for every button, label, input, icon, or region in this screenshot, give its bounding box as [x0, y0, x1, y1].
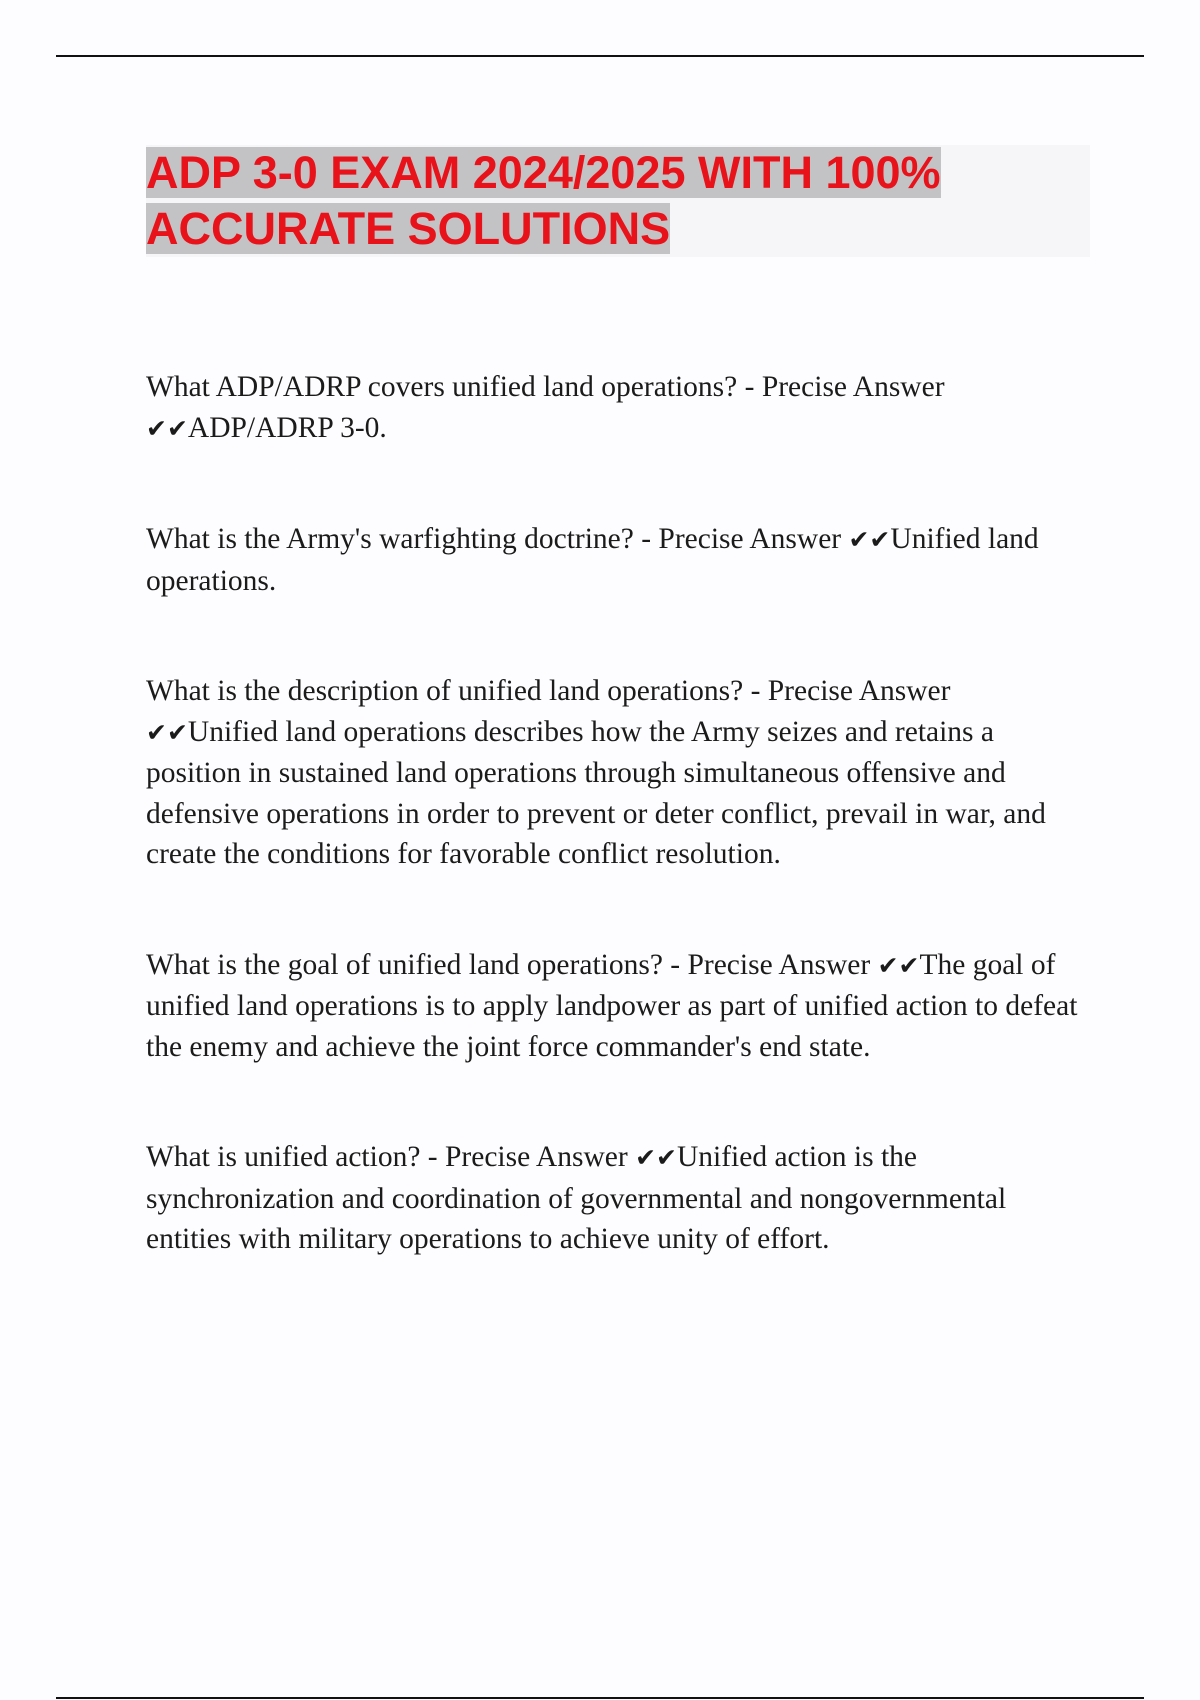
qa-list	[146, 367, 1096, 1260]
bottom-rule	[56, 1697, 1144, 1699]
double-check-icon: ✔✔	[635, 1143, 677, 1172]
question-text: What is the Army's warfighting doctrine? - Precise Answer	[146, 523, 842, 555]
answer-text: The goal of unified land operations is to apply landpower as part of unified action to defeat the enemy and achieve the joint force commander's end state.	[146, 948, 1078, 1063]
title-block	[146, 145, 1090, 257]
qa-item-2	[146, 519, 1096, 601]
double-check-icon: ✔✔	[146, 413, 188, 443]
answer-text: Unified land operations.	[146, 523, 1039, 597]
qa-item-3	[146, 671, 1096, 875]
document-title-line-2: ACCURATE SOLUTIONS	[146, 203, 671, 254]
answer-text: Unified land operations describes how the Army seizes and retains a position in sustained land operations through simultaneous offensive and defensive operations in order to prevent or deter conflict, prevail in war, and create the conditions for favorable conflict resolution.	[146, 715, 1046, 870]
top-rule	[56, 55, 1144, 57]
document-title-line-1: ADP 3-0 EXAM 2024/2025 WITH 100%	[146, 147, 941, 198]
qa-item-1	[146, 367, 1096, 449]
double-check-icon: ✔✔	[848, 525, 891, 554]
question-text: What is unified action? - Precise Answer	[146, 1141, 628, 1173]
double-check-icon: ✔✔	[877, 950, 920, 980]
double-check-icon: ✔✔	[146, 717, 188, 747]
document-title	[146, 145, 1090, 257]
qa-item-4	[146, 945, 1096, 1068]
question-text: What ADP/ADRP covers unified land operations? - Precise Answer	[146, 371, 945, 403]
answer-text: Unified action is the synchronization and coordination of governmental and nongovernmental entities with military operations to achieve unity of effort.	[146, 1141, 1007, 1255]
qa-item-5	[146, 1137, 1096, 1260]
answer-text: ADP/ADRP 3-0.	[187, 411, 387, 444]
question-text: What is the description of unified land operations? - Precise Answer	[146, 675, 951, 707]
question-text: What is the goal of unified land operations? - Precise Answer	[146, 948, 871, 981]
